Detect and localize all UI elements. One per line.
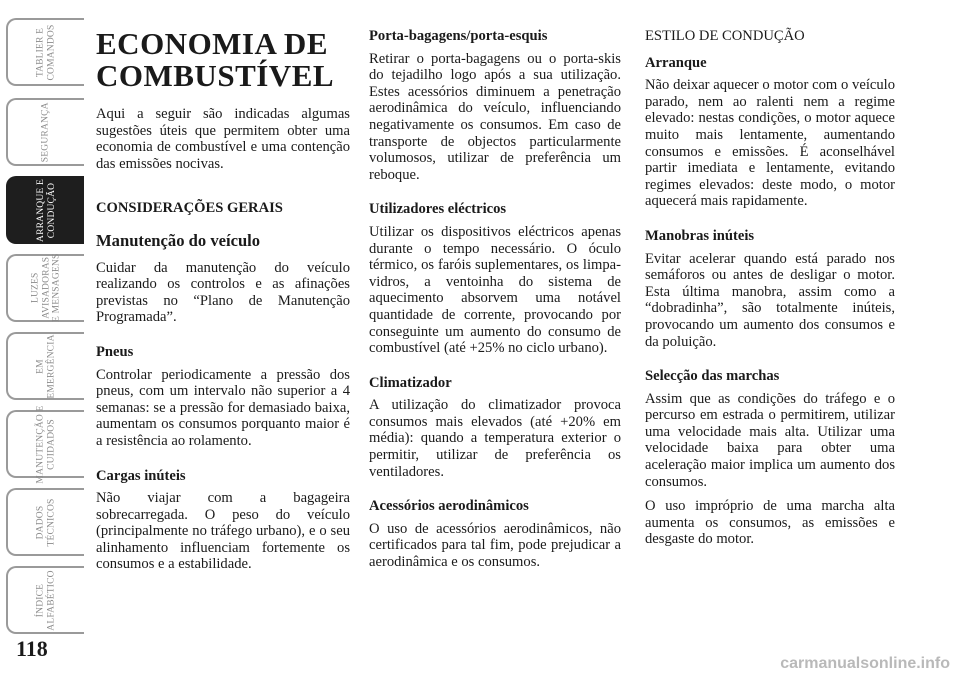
paragraph-utilizadores: Utilizar os dispositivos eléctricos apenas durante o tempo necessário. O óculo térmico, os faróis suplementares, os limpa-vidros, a ventoinha do sistema de aquecimento absorvem uma notável quantidade de corrente, provocando por conseguinte um aumento do consumo de combustível (até +25% no ciclo urbano). xyxy=(369,223,621,357)
tab-label: LUZES AVISADORAS E MENSAGENS xyxy=(30,253,62,323)
tab-em-emergencia[interactable] xyxy=(6,332,84,400)
section-heading-general: CONSIDERAÇÕES GERAIS xyxy=(96,200,283,217)
paragraph-marchas-1: Assim que as condições do tráfego e o percurso em estrada o permitirem, utilizar uma velocidade mais alta. Utilizar uma velocidade baixa para obter uma aceleração maior implica um aumento dos consumos. xyxy=(645,390,895,490)
column-1 xyxy=(96,28,350,591)
heading-utilizadores: Utilizadores eléctricos xyxy=(369,201,507,218)
heading-porta-bagagens: Porta-bagagens/porta-esquis xyxy=(369,28,548,44)
paragraph-manobras: Evitar acelerar quando está parado nos semáforos ou antes de desligar o motor. Esta última manobra, assim como a “dobradinha”, são totalmente inúteis, provocando um aumento dos consumos e da poluição. xyxy=(645,250,895,350)
heading-manobras: Manobras inúteis xyxy=(645,227,755,244)
heading-arranque: Arranque xyxy=(645,54,707,71)
tab-label: DADOS TÉCNICOS xyxy=(35,497,56,547)
tab-label: EM EMERGÊNCIA xyxy=(35,333,56,399)
heading-marchas: Selecção das marchas xyxy=(645,368,780,385)
title-line-2: COMBUSTÍVEL xyxy=(96,58,335,93)
tab-indice-alfabetico[interactable] xyxy=(6,566,84,634)
tab-dados-tecnicos[interactable] xyxy=(6,488,84,556)
paragraph-manutencao: Cuidar da manutenção do veículo realizando os controlos e as afinações previstas no “Plano de Manutenção Programada”. xyxy=(96,259,350,326)
tab-label: MANUTENÇÃO E CUIDADOS xyxy=(35,404,57,484)
tab-label: SEGURANÇA xyxy=(40,102,51,162)
page-number: 118 xyxy=(16,636,48,661)
paragraph-marchas-2: O uso impróprio de uma marcha alta aumenta os consumos, as emissões e desgaste do motor. xyxy=(645,498,895,548)
intro-paragraph: Aqui a seguir são indicadas algumas sugestões úteis que permitem obter uma economia de combustível e uma contenção das emissões nocivas. xyxy=(96,106,350,172)
column-2 xyxy=(369,28,621,589)
tab-label: TABLIER E COMANDOS xyxy=(35,24,56,80)
paragraph-cargas: Não viajar com a bagageira sobrecarregada. O peso do veículo (principalmente no tráfego urbano), e o seu alinhamento influenciam fortemente os consumos e a estabilidade. xyxy=(96,490,350,573)
column-3 xyxy=(645,28,895,566)
title-line-1: ECONOMIA DE xyxy=(96,26,328,61)
tab-label: ÍNDICE ALFABÉTICO xyxy=(35,569,56,631)
paragraph-acessorios: O uso de acessórios aerodinâmicos, não certificados para tal fim, pode prejudicar a aerodinâmica e os consumos. xyxy=(369,520,621,571)
watermark: carmanualsonline.info xyxy=(780,655,950,672)
page-title xyxy=(96,28,350,92)
heading-pneus: Pneus xyxy=(96,343,134,360)
section-heading-style: ESTILO DE CONDUÇÃO xyxy=(645,28,805,44)
tab-tablier-comandos[interactable] xyxy=(6,18,84,86)
heading-climatizador: Climatizador xyxy=(369,374,452,391)
tab-manutencao-cuidados[interactable] xyxy=(6,404,84,484)
paragraph-porta-bagagens: Retirar o porta-bagagens ou o porta-skis do tejadilho logo após a sua utilização. Estes acessórios diminuem a penetração aerodinâmica do veículo, influenciando negativamente os consumos. Em caso de transporte de objectos particularmente volumosos, utilizar de preferência um reboque. xyxy=(369,50,621,183)
paragraph-climatizador: A utilização do climatizador provoca consumos mais elevados (até +20% em média): quando a temperatura exterior o permitir, utilizar de preferência os ventiladores. xyxy=(369,397,621,480)
heading-acessorios: Acessórios aerodinâmicos xyxy=(369,498,529,515)
heading-cargas: Cargas inúteis xyxy=(96,467,186,484)
chapter-sidebar xyxy=(0,0,84,677)
tab-label: ARRANQUE E CONDUÇÃO xyxy=(35,178,56,242)
tab-luzes-avisadoras[interactable] xyxy=(6,254,84,322)
paragraph-pneus: Controlar periodicamente a pressão dos pneus, com um intervalo não superior a 4 semanas: se a pressão for demasiado baixa, aumentam os consumos porquanto maior é a resistência ao rolamento. xyxy=(96,366,350,449)
tab-arranque-conducao[interactable] xyxy=(6,176,84,244)
paragraph-arranque: Não deixar aquecer o motor com o veículo parado, nem ao ralenti nem a regime elevado: nestas condições, o motor aquece muito mais lentamente, aumentando consumos e emissões. É aconselhável partir imediata e lentamente, evitando regimes elevados: deste modo, o motor aquecerá mais rapidamente. xyxy=(645,77,895,210)
tab-seguranca[interactable] xyxy=(6,98,84,166)
heading-manutencao: Manutenção do veículo xyxy=(96,230,261,250)
